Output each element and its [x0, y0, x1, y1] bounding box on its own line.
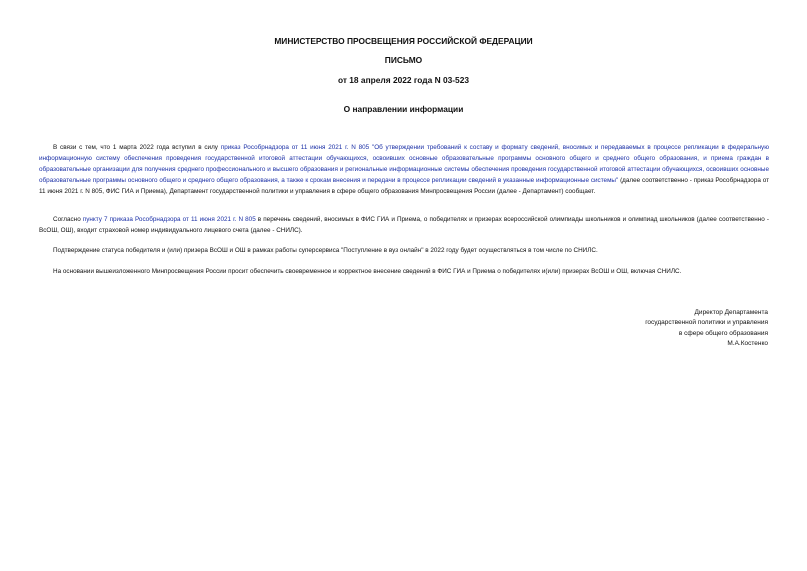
document-date-number: от 18 апреля 2022 года N 03-523: [337, 75, 470, 85]
order-805-link[interactable]: приказ Рособрнадзора от 11 июня 2021 г. N 805 "Об утверждении требований к составу и формату сведений, вносимых и передаваемых в процессе репликации в федеральную информационную систему обеспечения проведения государственной итоговой аттестации обучающихся, освоивших основные образовательные программы основного общего и среднего общего образования, и приема граждан в образовательные организации для получения среднего профессионального и высшего образования и региональные информационные системы обеспечения проведения государственной итоговой аттестации обучающихся, освоивших основные образовательные программы основного общего и среднего общего образования, а также к срокам внесения и передачи в процессе репликации сведений в указанные информационные системы": [39, 144, 769, 184]
paragraph-3: Подтверждение статуса победителя и (или) призера ВсОШ и ОШ в рамках работы суперсервиса "Поступление в вуз онлайн" в 2022 году будет осуществляться в том числе по СНИЛС.: [53, 247, 598, 254]
paragraph-1-rest: (далее соответственно - приказ Рособрнадзора от 11 июня 2021 г. N 805, ФИС ГИА и Приема), Департамент государственной политики и управления в сфере общего образования Минпросвещения России (далее - Департамент) сообщает.: [39, 177, 770, 195]
order-805-clause-7-link[interactable]: пункту 7 приказа Рособрнадзора от 11 июня 2021 г. N 805: [82, 216, 256, 223]
paragraph-1: [39, 142, 769, 197]
paragraph-2: [39, 214, 769, 236]
paragraph-2-intro: Согласно: [53, 216, 83, 223]
document-subject: О направлении информации: [343, 104, 464, 114]
signature-department: государственной политики и управления: [645, 319, 768, 327]
document-type-heading: ПИСЬМО: [384, 55, 423, 65]
signature-area: в сфере общего образования: [678, 329, 768, 337]
paragraph-4: На основании вышеизложенного Минпросвещения России просит обеспечить своевременное и корректное внесение сведений в ФИС ГИА и Приема о победителях и(или) призерах ВсОШ и ОШ, включая СНИЛС.: [53, 268, 682, 275]
signature-block: [568, 308, 768, 350]
paragraph-1-intro: В связи с тем, что 1 марта 2022 года вступил в силу: [53, 144, 221, 151]
paragraph-2-rest: в перечень сведений, вносимых в ФИС ГИА и Приема, о победителях и призерах всероссийской олимпиады школьников и олимпиад школьников (далее соответственно - ВсОШ, ОШ), входит страховой номер индивидуального лицевого счета (далее - СНИЛС).: [39, 216, 769, 234]
ministry-heading: МИНИСТЕРСТВО ПРОСВЕЩЕНИЯ РОССИЙСКОЙ ФЕДЕРАЦИИ: [274, 36, 533, 46]
signature-name: М.А.Костенко: [727, 340, 768, 348]
signature-position: Директор Департамента: [694, 309, 768, 316]
